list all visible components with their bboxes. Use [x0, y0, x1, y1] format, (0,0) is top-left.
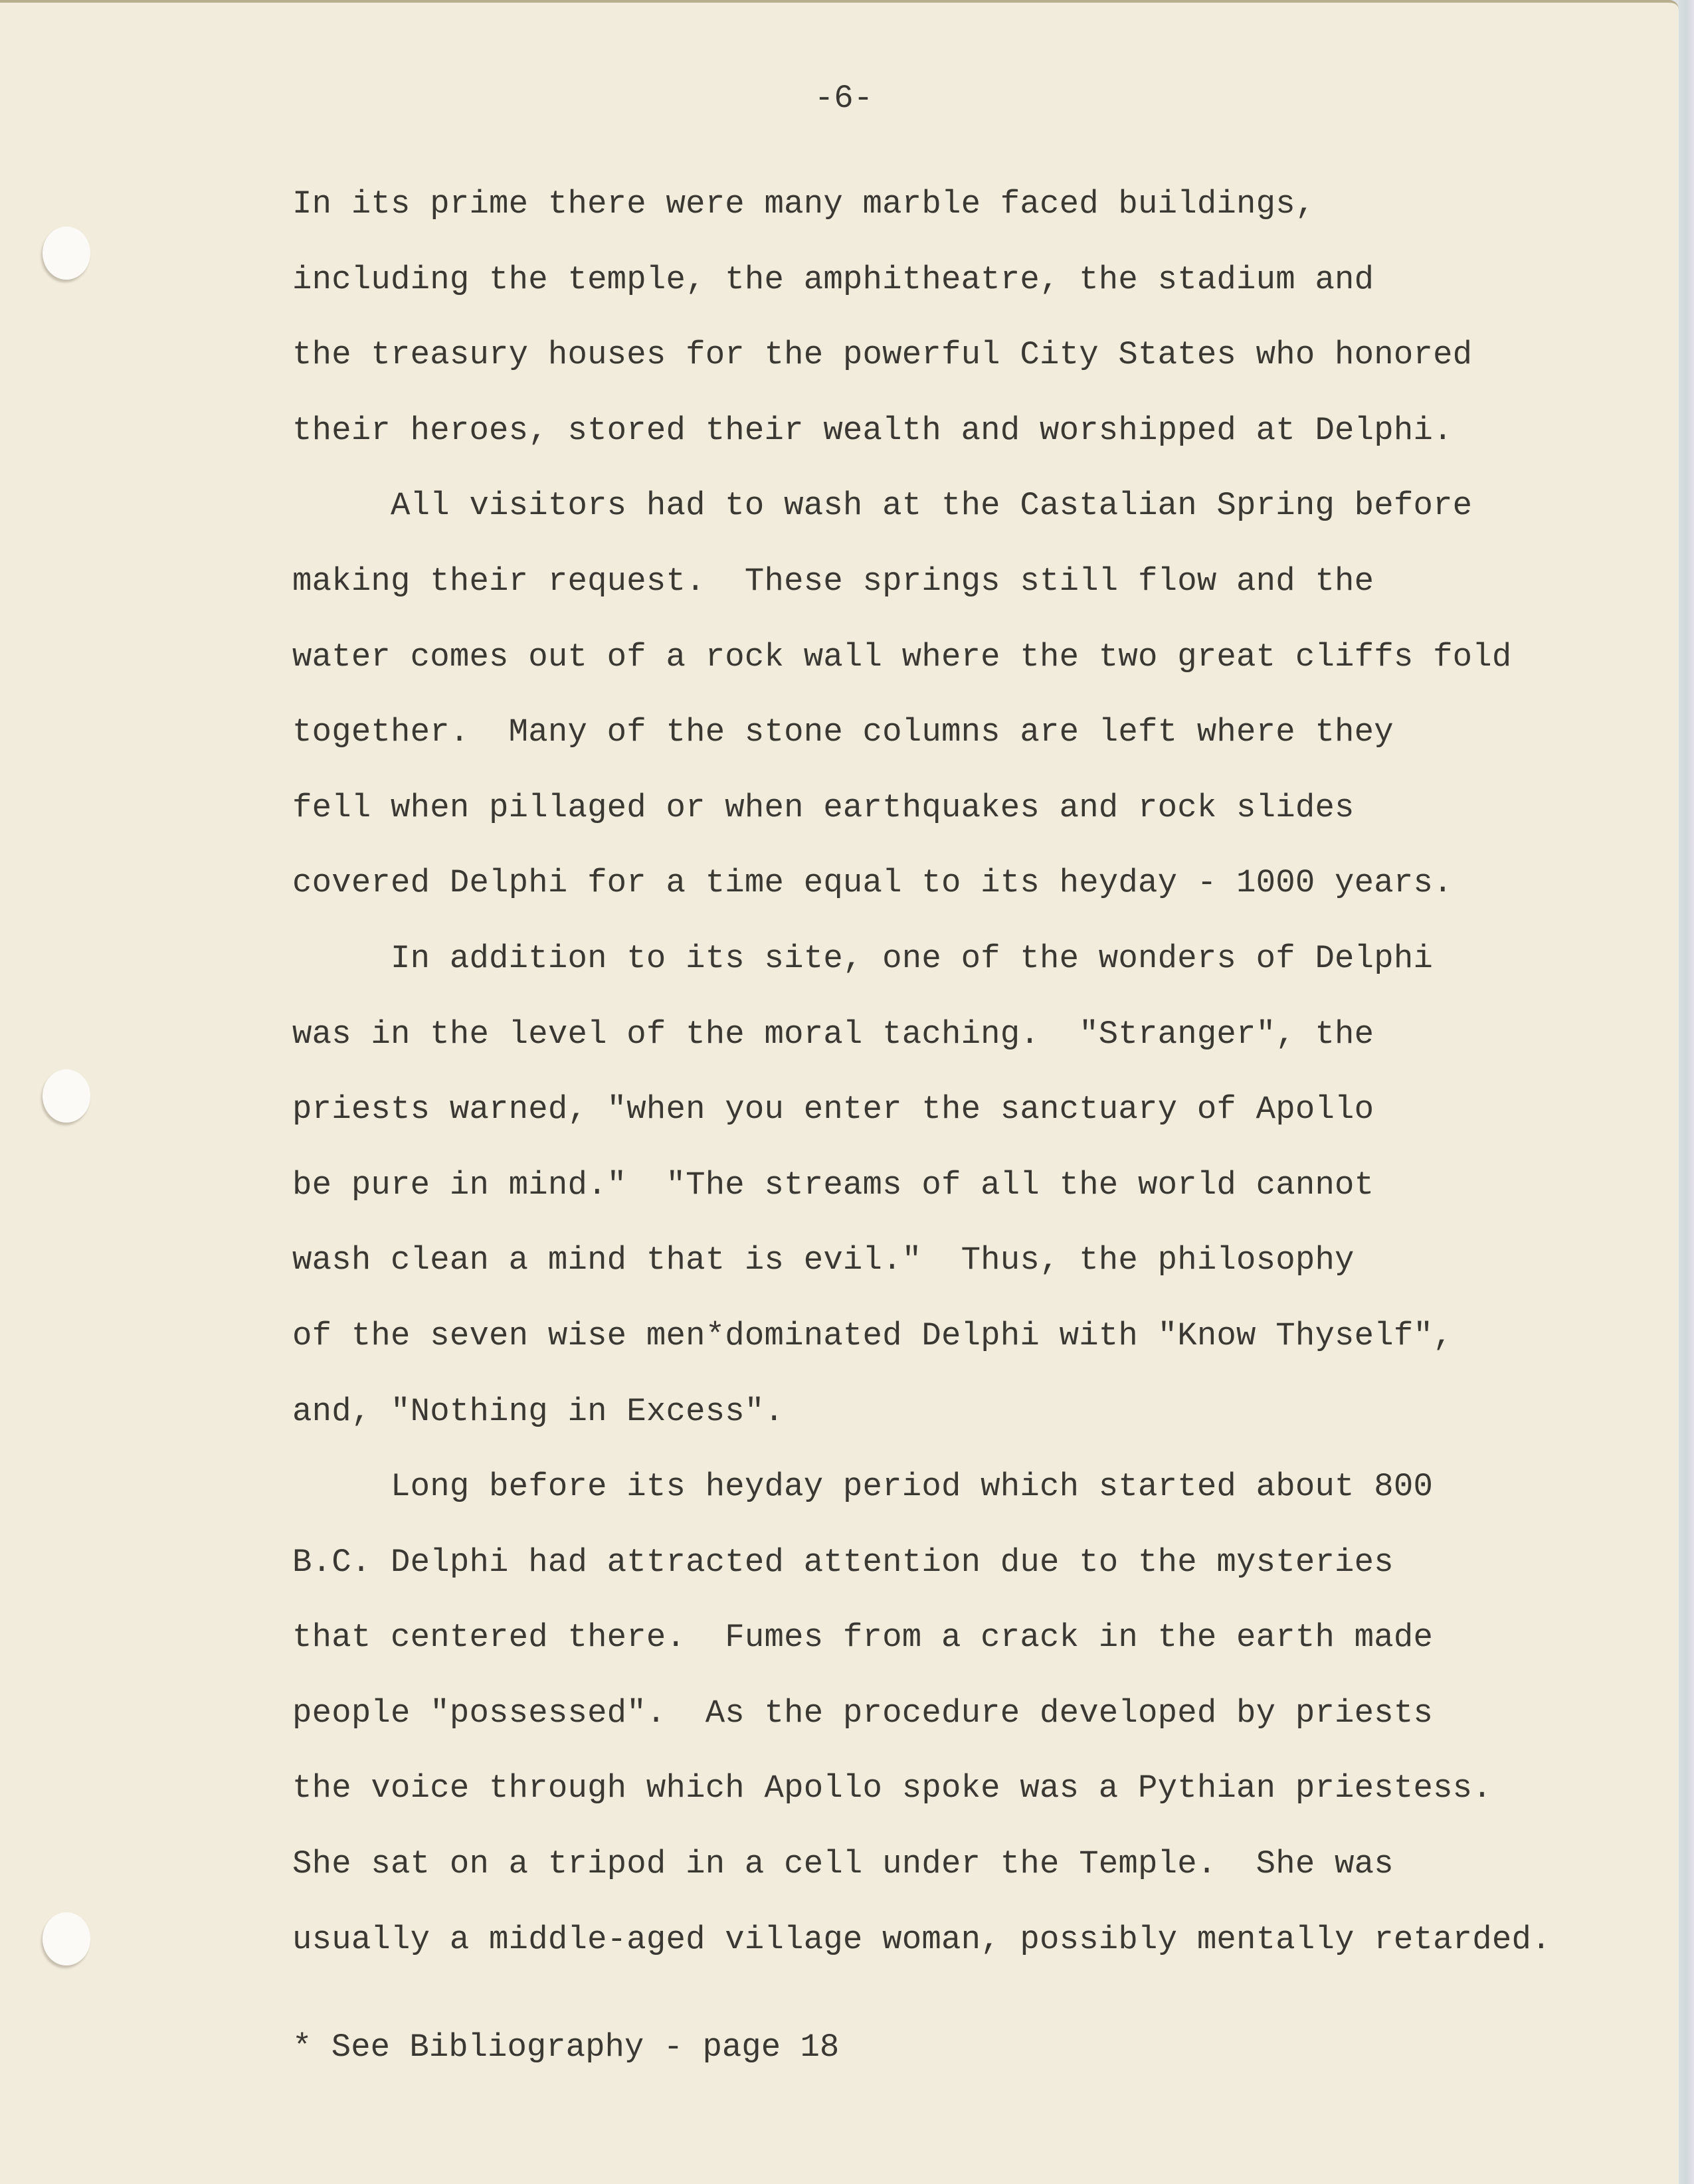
text-line: the voice through which Apollo spoke was a Pythian priestess. [292, 1770, 1492, 1807]
text-line: people "possessed". As the procedure developed by priests [292, 1694, 1434, 1732]
text-line: priests warned, "when you enter the sanctuary of Apollo [292, 1091, 1374, 1129]
text-line: the treasury houses for the powerful City States who honored [292, 336, 1473, 374]
text-line: B.C. Delphi had attracted attention due to the mysteries [292, 1543, 1394, 1581]
text-line: wash clean a mind that is evil." Thus, the philosophy [292, 1241, 1355, 1279]
page-number: -6- [814, 80, 874, 117]
text-line: Long before its heyday period which started about 800 [292, 1468, 1434, 1506]
text-line: covered Delphi for a time equal to its heyday - 1000 years. [292, 864, 1453, 902]
text-line: including the temple, the amphitheatre, the stadium and [292, 260, 1374, 298]
text-line: fell when pillaged or when earthquakes and rock slides [292, 788, 1355, 826]
text-line: All visitors had to wash at the Castalian Spring before [292, 487, 1473, 525]
binder-hole [43, 1069, 90, 1123]
text-line: water comes out of a rock wall where the two great cliffs fold [292, 638, 1512, 676]
text-line: their heroes, stored their wealth and worshipped at Delphi. [292, 411, 1453, 449]
text-line: of the seven wise men*dominated Delphi with "Know Thyself", [292, 1317, 1453, 1354]
text-line: was in the level of the moral taching. "Stranger", the [292, 1015, 1374, 1053]
binder-hole [43, 1912, 90, 1965]
text-line: be pure in mind." "The streams of all the world cannot [292, 1166, 1374, 1204]
text-line: usually a middle-aged village woman, possibly mentally retarded. [292, 1920, 1551, 1958]
text-line: and, "Nothing in Excess". [292, 1392, 785, 1430]
text-line: together. Many of the stone columns are left where they [292, 713, 1394, 751]
binder-hole [43, 227, 90, 280]
text-line: that centered there. Fumes from a crack in the earth made [292, 1619, 1434, 1657]
body-text [292, 167, 1551, 1977]
text-line: making their request. These springs still flow and the [292, 562, 1374, 600]
footnote: * See Bibliography - page 18 [292, 2029, 840, 2066]
scan-border [1679, 0, 1694, 2184]
text-line: In addition to its site, one of the wonders of Delphi [292, 939, 1434, 977]
text-line: In its prime there were many marble faced buildings, [292, 185, 1315, 223]
text-line: She sat on a tripod in a cell under the Temple. She was [292, 1845, 1394, 1883]
